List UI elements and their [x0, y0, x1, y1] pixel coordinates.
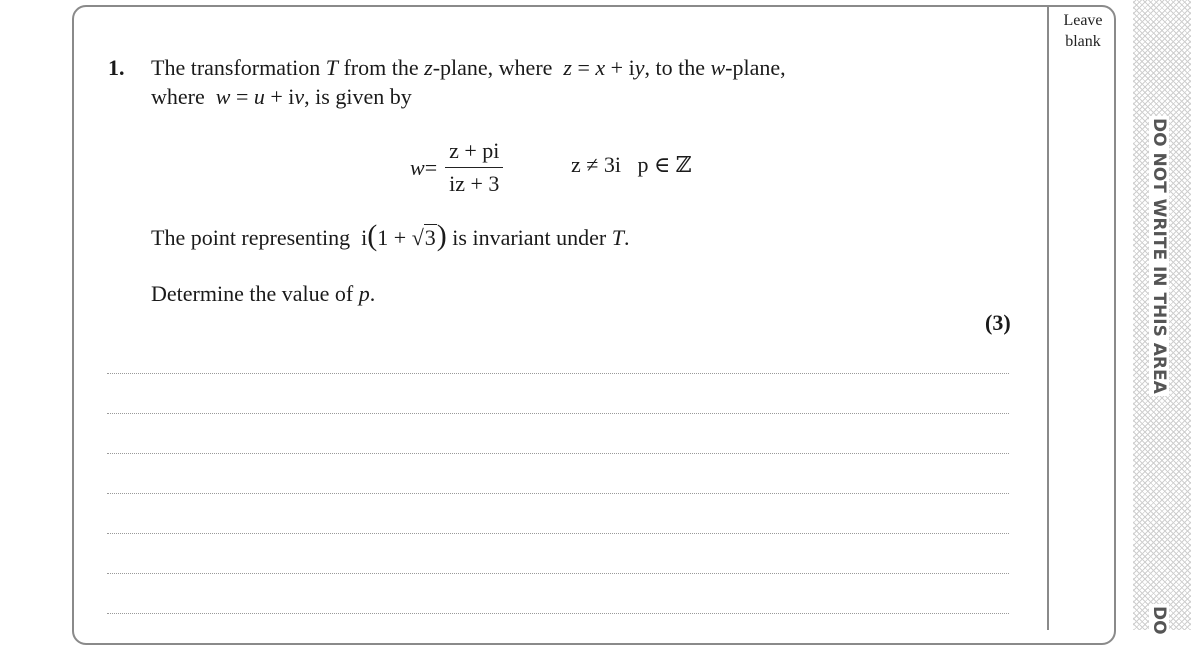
w-def-v: v: [294, 84, 305, 109]
determine-p: p: [358, 281, 370, 306]
intro-text-c: -plane, where: [432, 55, 553, 80]
question-intro-line-2: [151, 84, 412, 110]
formula-conditions: [571, 152, 692, 178]
intro-text-d: , to the: [644, 55, 705, 80]
formula-equals: =: [424, 154, 438, 180]
sqrt-sign: √: [411, 225, 424, 250]
z-def-eq: =: [571, 55, 596, 80]
invariant-period: .: [624, 225, 630, 250]
condition-p: p ∈ ℤ: [637, 152, 692, 177]
answer-line[interactable]: [107, 613, 1009, 614]
w-variable: w: [710, 55, 726, 80]
transformation-formula: [410, 138, 503, 197]
line2-text-a: where: [151, 84, 205, 109]
invariant-transformation-symbol: T: [611, 225, 625, 250]
do-not-write-notice: DO NOT WRITE IN THIS AREA: [1149, 118, 1169, 394]
z-def-lhs: z: [563, 55, 572, 80]
answer-line[interactable]: [107, 493, 1009, 494]
invariant-paren-open: (: [367, 219, 378, 252]
invariant-i: i: [361, 225, 368, 250]
z-variable: z: [424, 55, 433, 80]
formula-numerator: z + pi: [445, 138, 503, 168]
answer-line[interactable]: [107, 573, 1009, 574]
intro-text-b: from the: [343, 55, 419, 80]
answer-line[interactable]: [107, 533, 1009, 534]
invariant-text-b: is invariant under: [446, 225, 607, 250]
marks-label: (3): [985, 310, 1011, 335]
leave-label-line1: Leave: [1063, 12, 1103, 29]
w-def-plus: + i: [264, 84, 295, 109]
formula-denominator: iz + 3: [449, 171, 500, 196]
line2-text-b: , is given by: [304, 84, 412, 109]
leave-label-line2: blank: [1065, 33, 1101, 50]
answer-line[interactable]: [107, 453, 1009, 454]
w-def-u: u: [253, 84, 265, 109]
condition-z: z ≠ 3i: [571, 152, 621, 177]
invariant-statement: [151, 219, 630, 252]
sqrt-radicand: 3: [424, 225, 436, 250]
question-intro-line-1: [151, 55, 786, 81]
z-def-plus: + i: [605, 55, 635, 80]
determine-instruction: [151, 281, 375, 307]
w-def-lhs: w: [215, 84, 231, 109]
determine-text: Determine the value of: [151, 281, 354, 306]
formula-lhs: w: [410, 154, 425, 180]
answer-line[interactable]: [107, 373, 1009, 374]
do-not-write-notice-partial: DO: [1149, 606, 1169, 635]
margin-divider: [1047, 6, 1049, 630]
determine-period: .: [369, 281, 376, 306]
leave-blank-label: [1052, 10, 1114, 52]
z-def-y: y: [634, 55, 645, 80]
sqrt-three: [412, 224, 437, 251]
question-number: 1.: [108, 55, 125, 80]
w-def-eq: =: [230, 84, 254, 109]
formula-fraction: [445, 138, 503, 197]
intro-text-e: -plane,: [725, 55, 786, 80]
answer-line[interactable]: [107, 413, 1009, 414]
intro-text-a: The transformation: [151, 55, 321, 80]
z-def-x: x: [595, 55, 606, 80]
transformation-symbol: T: [325, 55, 338, 80]
invariant-paren-close: ): [436, 219, 447, 252]
invariant-text-a: The point representing: [151, 225, 351, 250]
invariant-one-plus: 1 +: [377, 225, 412, 250]
